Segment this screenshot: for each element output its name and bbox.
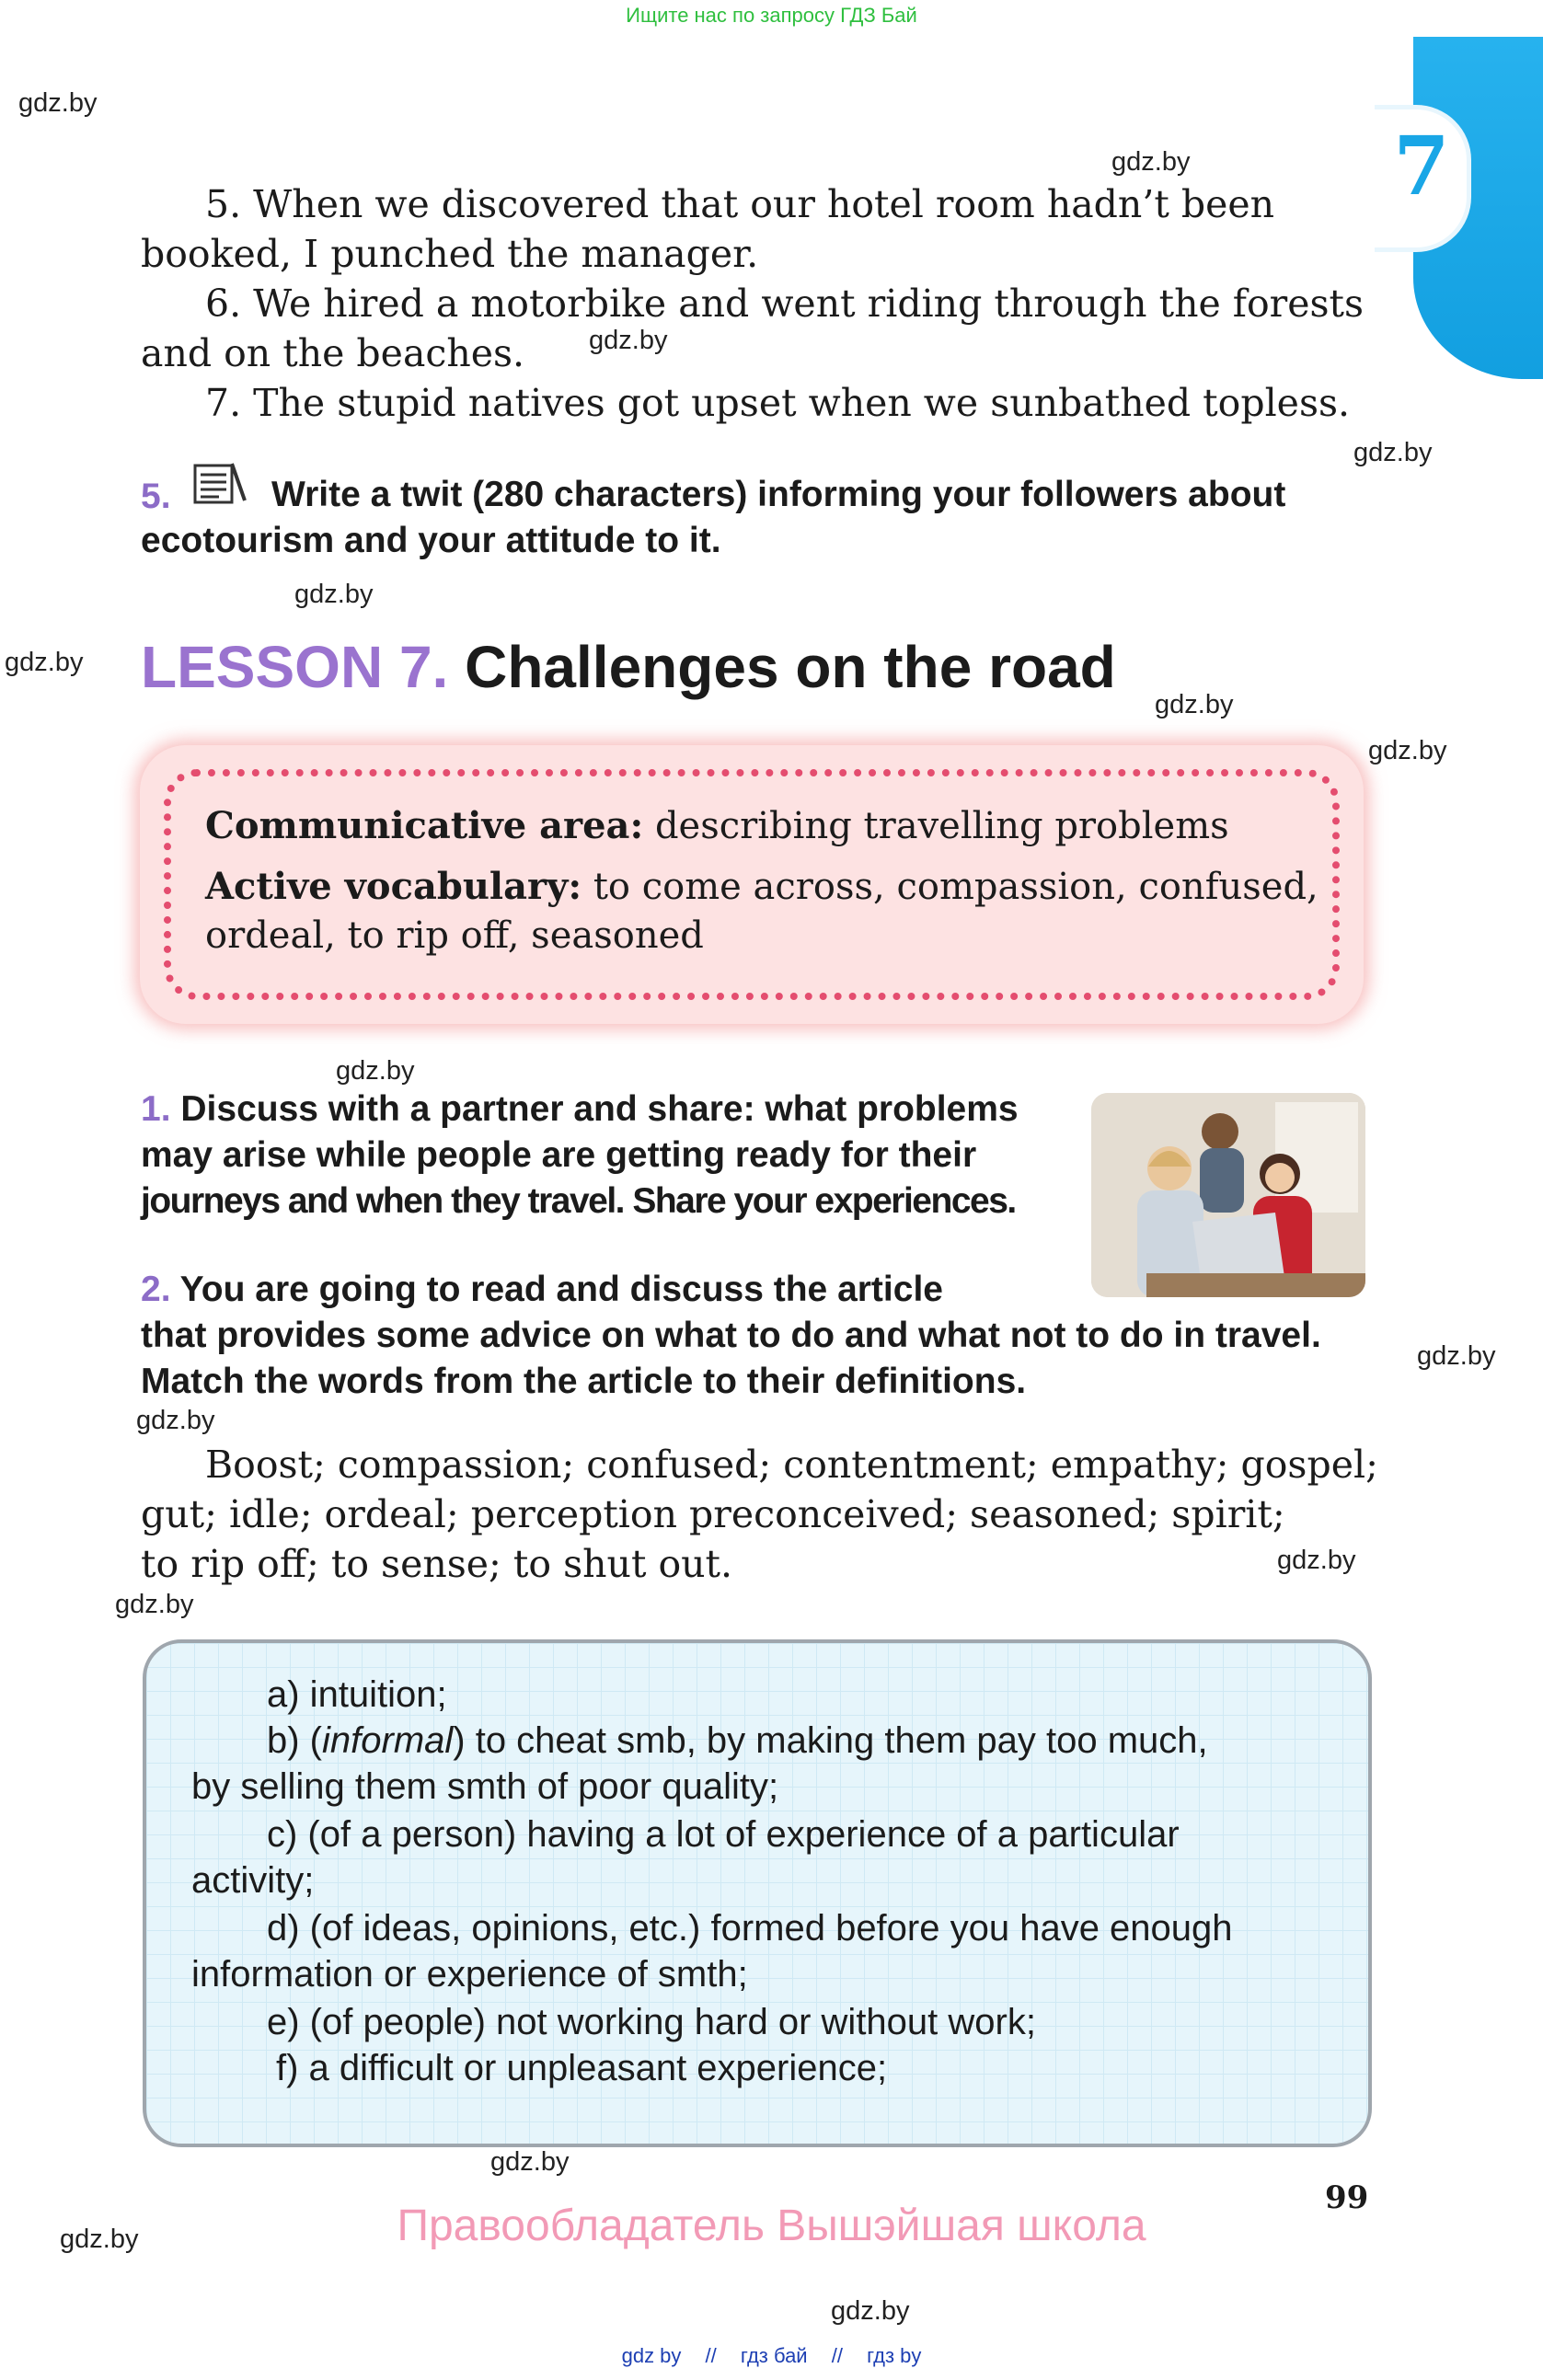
watermark: gdz.by [831, 2296, 910, 2326]
definition-f: f) a difficult or unpleasant experience; [276, 2048, 888, 2088]
exercise-sentence: booked, I punched the manager. [141, 232, 759, 276]
task-1-line: 1. Discuss with a partner and share: what problems [141, 1089, 1019, 1129]
task-2-line: that provides some advice on what to do and what not to do in travel. [141, 1316, 1321, 1355]
exercise-sentence: 5. When we discovered that our hotel room hadn’t been [205, 182, 1275, 226]
chapter-number: 7 [1393, 118, 1450, 213]
lesson-name: Challenges on the road [465, 634, 1116, 700]
definition-d: d) (of ideas, opinions, etc.) formed before you have enough [267, 1908, 1233, 1949]
lesson-number: LESSON 7. [141, 634, 449, 700]
task-5-text: Write a twit (280 characters) informing your followers about [271, 475, 1286, 514]
word-list-line: Boost; compassion; confused; contentment; empathy; gospel; [205, 1443, 1378, 1487]
task-5-number: 5. [141, 477, 171, 516]
definition-a: a) intuition; [267, 1674, 447, 1715]
watermark: gdz.by [1277, 1546, 1356, 1575]
bottom-banner-separator: // [705, 2344, 717, 2367]
word-list-line: gut; idle; ordeal; perception preconceived; seasoned; spirit; [141, 1492, 1285, 1536]
students-photo [1091, 1093, 1365, 1297]
watermark: gdz.by [589, 326, 668, 355]
exercise-sentence: 7. The stupid natives got upset when we sunbathed topless. [205, 381, 1351, 425]
copyright-notice: Правообладатель Вышэйшая школа [397, 2202, 1146, 2250]
watermark: gdz.by [1111, 147, 1191, 177]
definition-b: b) (informal) to cheat smb, by making them pay too much, [267, 1720, 1208, 1761]
writing-pad-icon [191, 460, 248, 508]
bottom-banner-link[interactable]: gdz by [621, 2344, 682, 2367]
lesson-title [141, 633, 1116, 701]
page-number: 99 [1325, 2179, 1369, 2216]
watermark: gdz.by [60, 2225, 139, 2254]
bottom-banner-separator: // [831, 2344, 843, 2367]
word-list-line: to rip off; to sense; to shut out. [141, 1542, 733, 1586]
watermark: gdz.by [336, 1056, 415, 1086]
task-2-line: 2. You are going to read and discuss the article [141, 1270, 943, 1309]
watermark: gdz.by [1353, 438, 1433, 467]
bottom-banner-link[interactable]: гдз бай [740, 2344, 808, 2367]
active-vocabulary: Active vocabulary: to come across, compassion, confused, [205, 865, 1318, 908]
bottom-banner [0, 2344, 1543, 2368]
task-5-text: ecotourism and your attitude to it. [141, 521, 721, 560]
watermark: gdz.by [136, 1406, 215, 1435]
exercise-sentence: 6. We hired a motorbike and went riding through the forests [205, 282, 1365, 326]
definition-d-cont: information or experience of smth; [191, 1954, 748, 1995]
definition-c: c) (of a person) having a lot of experience of a particular [267, 1814, 1180, 1855]
communicative-area: Communicative area: describing travelling problems [205, 804, 1229, 847]
watermark: gdz.by [294, 580, 374, 609]
task-1-line: journeys and when they travel. Share your experiences. [141, 1181, 1016, 1221]
watermark: gdz.by [1155, 690, 1234, 719]
watermark: gdz.by [490, 2147, 570, 2177]
watermark: gdz.by [1368, 736, 1447, 765]
watermark: gdz.by [5, 648, 84, 677]
watermark: gdz.by [1417, 1341, 1496, 1371]
definition-b-cont: by selling them smth of poor quality; [191, 1766, 779, 1807]
top-banner: Ищите нас по запросу ГДЗ Бай [626, 4, 917, 27]
watermark: gdz.by [18, 88, 98, 118]
exercise-sentence: and on the beaches. [141, 331, 525, 375]
watermark: gdz.by [115, 1590, 194, 1619]
definition-e: e) (of people) not working hard or without work; [267, 2002, 1036, 2042]
active-vocabulary-cont: ordeal, to rip off, seasoned [205, 914, 704, 957]
definition-c-cont: activity; [191, 1860, 315, 1901]
task-2-line: Match the words from the article to their definitions. [141, 1362, 1027, 1401]
bottom-banner-link[interactable]: гдз by [867, 2344, 922, 2367]
task-1-line: may arise while people are getting ready for their [141, 1135, 977, 1175]
